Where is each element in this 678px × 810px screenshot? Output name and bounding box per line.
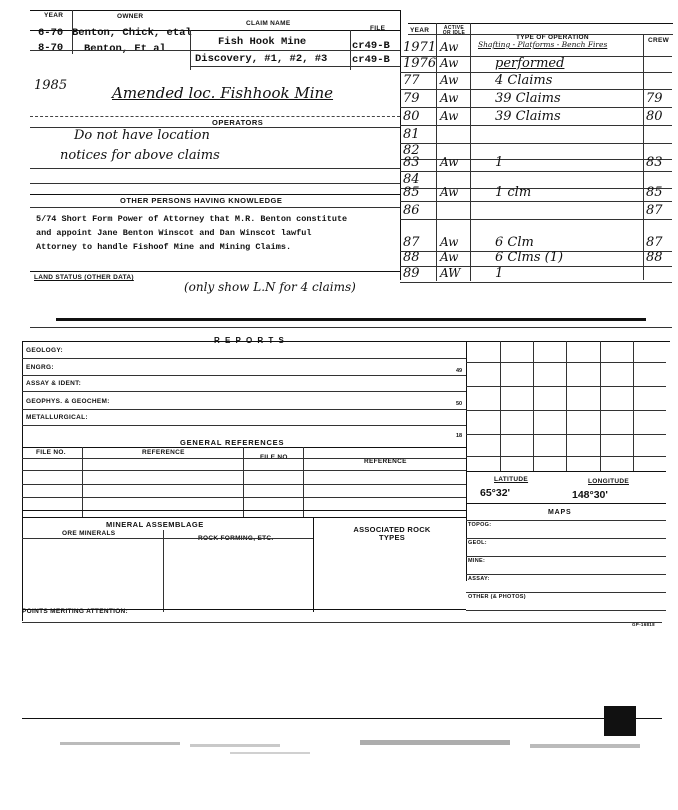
handwritten-note: Amended loc. Fishhook Mine	[112, 84, 334, 102]
claim-row-1-file: cr49-B	[352, 40, 390, 52]
grid-line	[466, 362, 666, 363]
rock-forming-label: ROCK FORMING, ETC.	[198, 535, 274, 542]
op-row-year: 1976	[403, 56, 437, 71]
op-row-line	[400, 125, 672, 126]
reports-num-49: 49	[456, 368, 463, 374]
mineral-title: MINERAL ASSEMBLAGE	[106, 520, 204, 529]
op-row-year: 79	[403, 91, 420, 106]
operators-title: OPERATORS	[212, 118, 264, 127]
op-row-operation: 6 Clms (1)	[495, 250, 564, 265]
op-row-year: 84	[403, 172, 420, 187]
header-year: YEAR	[44, 12, 64, 19]
op-row-year: 88	[403, 250, 420, 265]
ref-col-reference-2: REFERENCE	[364, 458, 407, 465]
op-row-line	[400, 89, 672, 90]
grid-line	[466, 434, 666, 435]
report-row-label: METALLURGICAL:	[26, 414, 88, 421]
reports-title: R E P O R T S	[214, 336, 286, 345]
op-row-crew: 87	[646, 203, 663, 218]
report-row-line	[22, 358, 466, 359]
grid-line	[600, 341, 601, 471]
op-row-year: 1971	[403, 40, 437, 55]
grid-line	[533, 341, 534, 471]
other-persons-line-2: and appoint Jane Benton Winscot and Dan Winscot lawful	[36, 228, 312, 238]
map-row-line	[466, 538, 666, 539]
land-status-note: (only show L.N for 4 claims)	[184, 280, 356, 294]
claim-row-2-year: 8-70	[38, 42, 64, 54]
other-persons-line-1: 5/74 Short Form Power of Attorney that M.R. Benton constitute	[36, 214, 348, 224]
op-row-status: Aw	[440, 40, 459, 54]
map-row-line	[466, 592, 666, 593]
ref-col-reference-1: REFERENCE	[142, 449, 185, 456]
grid-line	[466, 386, 666, 387]
latitude-label: LATITUDE	[494, 476, 529, 483]
op-row-status: Aw	[440, 109, 459, 123]
op-row-operation: 4 Claims	[495, 73, 553, 88]
op-row-operation: 1 clm	[495, 185, 532, 200]
general-references-title: GENERAL REFERENCES	[180, 438, 285, 447]
op-row-year: 77	[403, 73, 420, 88]
op-row-crew: 83	[646, 155, 663, 170]
grid-line	[466, 456, 666, 457]
map-row-label: OTHER (& PHOTOS)	[468, 594, 526, 600]
map-row-line	[466, 610, 666, 611]
op-row-operation: Shafting - Platforms - Bench Fires	[478, 40, 608, 49]
op-row-status: Aw	[440, 250, 459, 264]
report-row-line	[22, 391, 466, 392]
op-row-year: 80	[403, 109, 420, 124]
map-row-label: GEOL:	[468, 540, 487, 546]
latitude-value: 65°32'	[480, 487, 511, 499]
op-row-operation: 39 Claims	[495, 91, 561, 106]
smudged-bottom-text	[30, 730, 670, 770]
header-year-2: YEAR	[410, 27, 430, 34]
op-row-status: Aw	[440, 91, 459, 105]
map-row-label: ASSAY:	[468, 576, 490, 582]
header-claim-name: CLAIM NAME	[246, 20, 291, 27]
op-row-line	[400, 107, 672, 108]
map-row-line	[466, 574, 666, 575]
op-row-crew: 79	[646, 91, 663, 106]
op-row-year: 81	[403, 127, 420, 142]
op-row-year: 85	[403, 185, 420, 200]
map-row-line	[466, 556, 666, 557]
op-row-status: Aw	[440, 155, 459, 169]
op-row-status: Aw	[440, 56, 459, 70]
claim-row-1-claim: Fish Hook Mine	[218, 36, 307, 48]
op-row-status: AW	[440, 266, 461, 280]
header-file: FILE	[370, 25, 386, 32]
report-row-line	[22, 375, 466, 376]
operators-line-1: Do not have location	[74, 128, 210, 143]
reports-num-18: 18	[456, 433, 463, 439]
ore-minerals-label: ORE MINERALS	[62, 530, 116, 537]
op-row-line	[400, 219, 672, 220]
map-row-label: MINE:	[468, 558, 486, 564]
op-row-operation: 1	[495, 266, 504, 281]
claim-row-1-owner: Benton, Chick, etal	[72, 27, 192, 39]
grid-line	[466, 410, 666, 411]
report-row-line	[22, 409, 466, 410]
op-row-operation: 6 Clm	[495, 235, 534, 250]
op-row-line	[400, 143, 672, 144]
grid-line	[466, 471, 666, 472]
op-row-crew: 80	[646, 109, 663, 124]
op-row-line	[400, 171, 672, 172]
op-row-year: 82	[403, 143, 420, 158]
reports-num-50: 50	[456, 401, 463, 407]
other-persons-title: OTHER PERSONS HAVING KNOWLEDGE	[120, 196, 283, 205]
op-row-year: 89	[403, 266, 420, 281]
op-row-line	[400, 201, 672, 202]
ref-col-file-2: FILE NO.	[260, 454, 290, 461]
header-owner: OWNER	[117, 13, 144, 20]
op-row-crew: 87	[646, 235, 663, 250]
op-row-year: 86	[403, 203, 420, 218]
operators-line-2: notices for above claims	[60, 148, 220, 163]
header-active-idle: ACTIVE OR IDLE	[442, 25, 466, 36]
associated-rock-types-label: ASSOCIATED ROCK TYPES	[353, 525, 431, 542]
report-row-label: GEOPHYS. & GEOCHEM:	[26, 398, 110, 405]
op-row-line	[400, 282, 672, 283]
handwritten-note-year: 1985	[34, 78, 68, 93]
op-row-status: Aw	[440, 235, 459, 249]
claim-row-2-owner: Benton, Et al	[84, 43, 166, 55]
op-row-operation: 39 Claims	[495, 109, 561, 124]
grid-line	[500, 341, 501, 471]
form-number: GP-16818	[632, 622, 655, 627]
report-row-label: ENGRG:	[26, 364, 54, 371]
other-persons-line-3: Attorney to handle Fishoof Mine and Mining Claims.	[36, 242, 292, 252]
ref-col-file-1: FILE NO.	[36, 449, 66, 456]
op-row-operation: performed	[495, 56, 565, 71]
grid-line	[566, 341, 567, 471]
claim-row-1-year: 6-70	[38, 27, 64, 39]
op-row-crew: 88	[646, 250, 663, 265]
op-row-year: 83	[403, 155, 420, 170]
header-crew: CREW	[648, 37, 670, 44]
op-row-status: Aw	[440, 185, 459, 199]
grid-line	[633, 341, 634, 471]
maps-title: MAPS	[548, 509, 572, 516]
op-row-year: 87	[403, 235, 420, 250]
report-row-label: ASSAY & IDENT:	[26, 380, 82, 387]
header-type-of-operation: TYPE OF OPERATION	[516, 34, 589, 41]
map-row-label: TOPOG:	[468, 522, 492, 528]
claim-row-2-claim: Discovery, #1, #2, #3	[195, 53, 328, 65]
longitude-label: LONGITUDE	[588, 478, 629, 485]
report-row-line	[22, 425, 466, 426]
op-row-status: Aw	[440, 73, 459, 87]
claim-row-2-file: cr49-B	[352, 54, 390, 66]
longitude-value: 148°30'	[572, 489, 608, 501]
report-row-label: GEOLOGY:	[26, 347, 63, 354]
land-status-label: LAND STATUS (OTHER DATA)	[34, 274, 134, 281]
op-row-crew: 85	[646, 185, 663, 200]
op-row-operation: 1	[495, 155, 504, 170]
points-meriting-attention-label: POINTS MERITING ATTENTION:	[22, 608, 129, 615]
